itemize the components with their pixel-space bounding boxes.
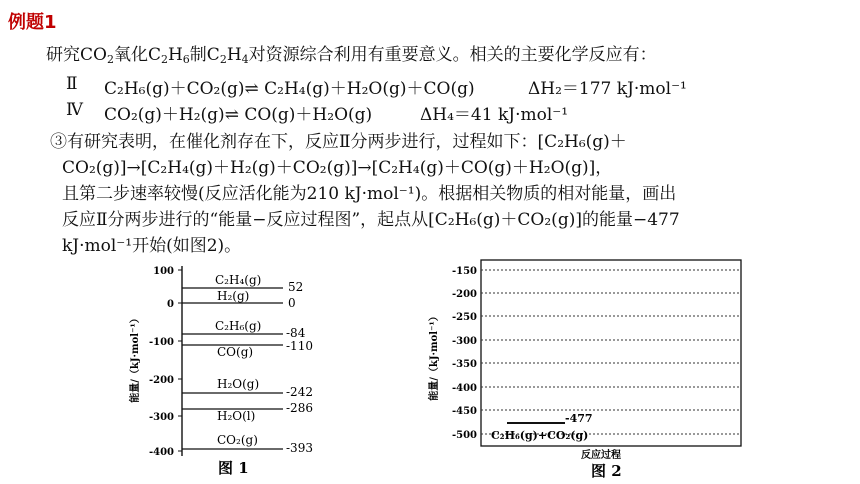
intro-sub: 2: [160, 53, 168, 66]
intro-sub: 2: [106, 53, 114, 66]
intro-sub: 2: [219, 53, 227, 66]
figure-1-tick-label: -200: [148, 375, 174, 386]
reaction-2-label: Ⅱ: [66, 74, 78, 94]
figure-2-caption: 图 2: [591, 462, 622, 480]
start-level-species: C₂H₆(g)+CO₂(g): [491, 429, 589, 442]
figure-2-ylabel: 能量/（kJ·mol⁻¹）: [429, 311, 440, 401]
figure-2-tick-label: -150: [451, 266, 477, 277]
level-value: 0: [288, 296, 296, 310]
level-value: -393: [286, 441, 313, 455]
level-value: -242: [286, 385, 313, 399]
level-species: H₂(g): [217, 289, 250, 303]
level-species: C₂H₆(g): [215, 319, 262, 333]
level-species: H₂O(l): [217, 409, 256, 423]
level-species: H₂O(g): [217, 377, 260, 391]
figure-2-xlabel: 反应过程: [581, 450, 621, 461]
figure-1-tick-label: -300: [148, 412, 174, 423]
intro-part: H: [167, 45, 183, 65]
reaction-4-label: Ⅳ: [66, 100, 83, 120]
level-value: -286: [286, 401, 313, 415]
figure-2-tick-label: -500: [451, 430, 477, 441]
figure-2: [425, 256, 755, 482]
example-label: 例题1: [8, 12, 57, 33]
reaction-2-enthalpy: ΔH₂＝177 kJ·mol⁻¹: [528, 79, 687, 99]
paragraph-line-1: ③有研究表明，在催化剂存在下，反应Ⅱ分两步进行，过程如下：[C₂H₆(g)＋: [50, 132, 627, 152]
level-value: -84: [286, 326, 306, 340]
paragraph-line-5: kJ·mol⁻¹开始(如图2)。: [62, 236, 242, 256]
figure-2-tick-label: -200: [451, 289, 477, 300]
intro-part: 对资源综合利用有重要意义。相关的主要化学反应有：: [248, 45, 657, 65]
intro-sub: 6: [182, 53, 190, 66]
figure-1-ylabel: 能量/（kJ·mol⁻¹）: [130, 313, 141, 403]
intro-sub: 4: [241, 53, 249, 66]
figure-1-tick-label: 0: [167, 299, 174, 310]
intro-part: H: [226, 45, 242, 65]
intro-line: [46, 40, 657, 66]
level-value: 52: [288, 280, 304, 294]
reaction-4-equation: CO₂(g)＋H₂(g)⇌ CO(g)＋H₂O(g): [104, 105, 373, 125]
figure-2-tick-label: -450: [451, 406, 477, 417]
paragraph-line-4: 反应Ⅱ分两步进行的“能量−反应过程图”，起点从[C₂H₆(g)＋CO₂(g)]的能量−477: [62, 210, 680, 230]
intro-part: 氧化C: [113, 45, 161, 65]
figure-2-frame: [481, 260, 741, 446]
figure-1-tick-label: 100: [153, 266, 174, 277]
level-value: -110: [286, 339, 313, 353]
reaction-2-equation: C₂H₆(g)＋CO₂(g)⇌ C₂H₄(g)＋H₂O(g)＋CO(g): [104, 79, 475, 99]
figure-2-tick-label: -350: [451, 359, 477, 370]
figure-2-tick-label: -300: [451, 336, 477, 347]
intro-part: 研究CO: [46, 45, 107, 65]
level-species: C₂H₄(g): [215, 273, 262, 287]
figure-1-tick-label: -100: [148, 337, 174, 348]
figure-1: [120, 258, 350, 480]
figure-1-tick-label: -400: [148, 447, 174, 458]
reaction-4-enthalpy: ΔH₄＝41 kJ·mol⁻¹: [420, 105, 569, 125]
level-species: CO(g): [217, 345, 254, 359]
figure-2-tick-label: -250: [451, 312, 477, 323]
figure-1-caption: 图 1: [218, 459, 249, 477]
paragraph-line-3: 且第二步速率较慢(反应活化能为210 kJ·mol⁻¹)。根据相关物质的相对能量，画出: [62, 184, 677, 204]
intro-part: 制C: [189, 45, 220, 65]
level-species: CO₂(g): [217, 433, 258, 447]
start-level-value: -477: [565, 412, 593, 425]
figure-2-tick-label: -400: [451, 383, 477, 394]
paragraph-line-2: CO₂(g)]→[C₂H₄(g)＋H₂(g)＋CO₂(g)]→[C₂H₄(g)＋CO(g)＋H₂O(g)]，: [62, 158, 613, 178]
